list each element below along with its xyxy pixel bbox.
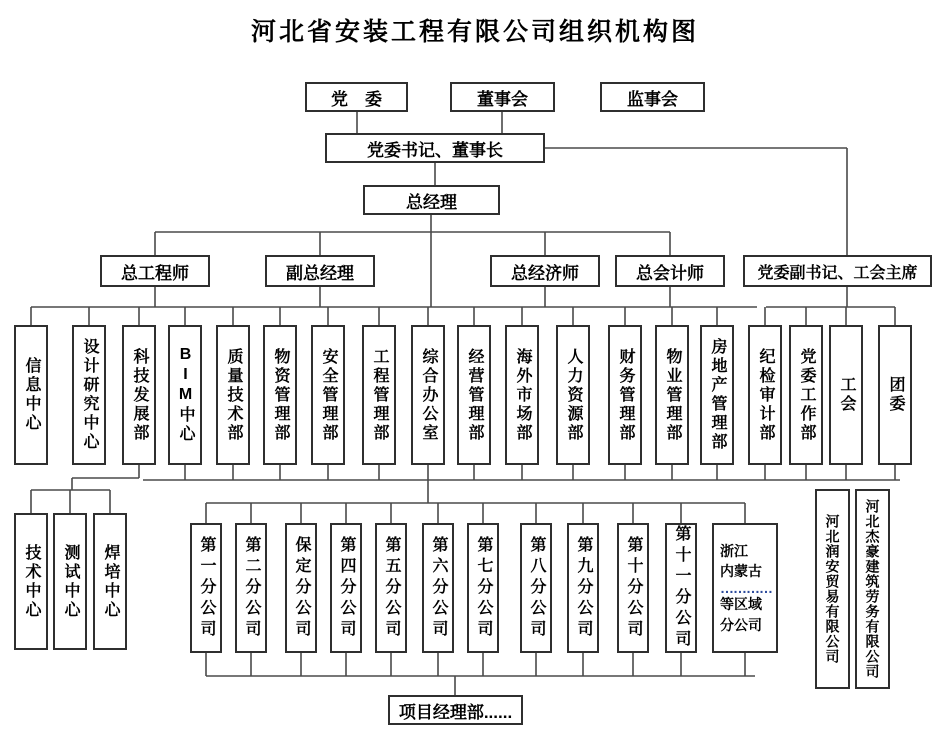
dept-overseas-market-label: 海外市场部: [514, 347, 531, 443]
dept-safety-management: [311, 325, 345, 465]
box-chief-accountant: [615, 255, 725, 287]
branch-2: [235, 523, 267, 653]
branch-10-label: 第十分公司: [625, 535, 642, 641]
dept-discipline-audit: [748, 325, 782, 465]
branch-2-label: 第二分公司: [243, 535, 260, 641]
box-deputy-general-manager-label: 副总经理: [286, 263, 354, 283]
dept-general-office-label: 综合办公室: [420, 347, 437, 443]
box-project-management-dept-label: 项目经理部......: [398, 702, 513, 722]
regional-line: 内蒙古: [720, 563, 762, 580]
branch-11: [665, 523, 697, 653]
box-party-committee: [305, 82, 408, 112]
dept-quality-technology-label: 质量技术部: [225, 347, 242, 443]
subsidiary-jiehao-labor: [855, 489, 890, 689]
box-project-management-dept: [388, 695, 523, 725]
box-supervisory-board-label: 监事会: [627, 89, 678, 109]
center-technology: [14, 513, 48, 650]
dept-engineering-management: [362, 325, 396, 465]
branch-5-label: 第五分公司: [383, 535, 400, 641]
subsidiary-runan-trading: [815, 489, 850, 689]
branch-10: [617, 523, 649, 653]
dept-human-resources: [556, 325, 590, 465]
page-title: 河北省安装工程有限公司组织机构图: [250, 18, 699, 46]
dept-human-resources-label: 人力资源部: [565, 347, 582, 443]
branch-1: [190, 523, 222, 653]
dept-info-center-label: 信息中心: [23, 357, 40, 433]
box-party-committee-label: 党 委: [331, 89, 382, 109]
center-technology-label: 技术中心: [23, 543, 40, 620]
dept-materials-management-label: 物资管理部: [272, 347, 289, 443]
dept-safety-management-label: 安全管理部: [320, 347, 337, 443]
dept-finance-management: [608, 325, 642, 465]
branch-6-label: 第六分公司: [430, 535, 447, 641]
dept-party-committee-work-label: 党委工作部: [798, 347, 815, 443]
dept-property-management-label: 物业管理部: [664, 347, 681, 443]
box-deputy-party-secretary-union-chairman: [743, 255, 932, 287]
box-deputy-party-secretary-union-chairman-label: 党委副书记、工会主席: [757, 264, 918, 282]
dept-discipline-audit-label: 纪检审计部: [757, 347, 774, 443]
dept-labor-union-label: 工会: [838, 376, 855, 414]
dept-youth-league: [878, 325, 912, 465]
dept-bim-center: [168, 325, 202, 465]
dept-business-management: [457, 325, 491, 465]
box-chief-engineer: [100, 255, 210, 287]
branch-4: [330, 523, 362, 653]
center-welding-training-label: 焊培中心: [102, 543, 119, 620]
box-chief-accountant-label: 总会计师: [636, 263, 704, 283]
dept-business-management-label: 经营管理部: [466, 347, 483, 443]
dept-general-office: [411, 325, 445, 465]
subsidiary-runan-trading-label: 河北润安贸易有限公司: [824, 514, 841, 664]
dept-info-center: [14, 325, 48, 465]
dept-materials-management: [263, 325, 297, 465]
regional-dots: …………: [720, 579, 772, 596]
dept-youth-league-label: 团委: [887, 376, 904, 414]
dept-engineering-management-label: 工程管理部: [371, 347, 388, 443]
regional-line: 浙江: [720, 543, 748, 560]
box-general-manager-label: 总经理: [406, 192, 457, 212]
box-chief-economist-label: 总经济师: [511, 263, 579, 283]
center-testing: [53, 513, 87, 650]
branch-9-label: 第九分公司: [575, 535, 592, 641]
branch-11-label: 第十一分公司: [673, 525, 690, 651]
dept-overseas-market: [505, 325, 539, 465]
center-welding-training: [93, 513, 127, 650]
dept-real-estate-management: [700, 325, 734, 465]
branch-4-label: 第四分公司: [338, 535, 355, 641]
branch-7-label: 第七分公司: [475, 535, 492, 641]
subsidiary-jiehao-labor-label: 河北杰豪建筑劳务有限公司: [864, 499, 881, 679]
box-deputy-general-manager: [265, 255, 375, 287]
branch-5: [375, 523, 407, 653]
dept-property-management: [655, 325, 689, 465]
box-party-secretary-chairman-label: 党委书记、董事长: [367, 140, 503, 160]
branch-7: [467, 523, 499, 653]
dept-finance-management-label: 财务管理部: [617, 347, 634, 443]
branch-3-label: 保定分公司: [293, 535, 310, 641]
branch-8-label: 第八分公司: [528, 535, 545, 641]
branch-9: [567, 523, 599, 653]
box-general-manager: [363, 185, 500, 215]
regional-line: 分公司: [720, 616, 762, 633]
dept-party-committee-work: [789, 325, 823, 465]
dept-design-research-center: [72, 325, 106, 465]
branch-1-label: 第一分公司: [198, 535, 215, 641]
branch-6: [422, 523, 454, 653]
box-board-of-directors: [450, 82, 555, 112]
branch-regional: [712, 523, 778, 653]
dept-sci-tech-development: [122, 325, 156, 465]
branch-3: [285, 523, 317, 653]
center-testing-label: 测试中心: [62, 543, 79, 620]
dept-real-estate-management-label: 房地产管理部: [709, 338, 726, 452]
dept-bim-center-label: BIM中心: [177, 346, 194, 444]
branch-8: [520, 523, 552, 653]
box-board-of-directors-label: 董事会: [477, 89, 528, 109]
dept-quality-technology: [216, 325, 250, 465]
box-chief-engineer-label: 总工程师: [121, 263, 189, 283]
dept-sci-tech-development-label: 科技发展部: [131, 347, 148, 443]
dept-design-research-center-label: 设计研究中心: [81, 338, 98, 452]
dept-labor-union: [829, 325, 863, 465]
box-party-secretary-chairman: [325, 133, 545, 163]
regional-line: 等区域: [720, 596, 762, 613]
box-supervisory-board: [600, 82, 705, 112]
box-chief-economist: [490, 255, 600, 287]
